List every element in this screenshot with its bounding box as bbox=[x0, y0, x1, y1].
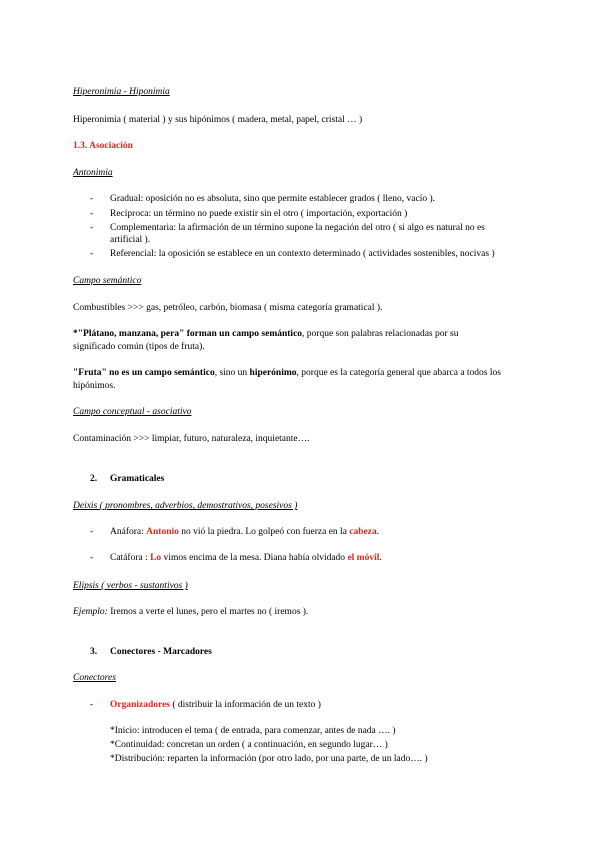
elipsis-heading: Elipsis ( verbos - sustantivos ) bbox=[73, 581, 188, 591]
campo-conceptual-heading: Campo conceptual - asociativo bbox=[73, 407, 192, 417]
bullet-dash: - bbox=[90, 249, 94, 259]
conectores-heading: Conectores bbox=[73, 673, 116, 683]
platano-bold: *"Plátano, manzana, pera" forman un campo semántico bbox=[73, 329, 303, 339]
anafora-red-1: Antonio bbox=[146, 527, 179, 537]
antonimia-item: Gradual: oposición no es absoluta, sino que permite establecer grados ( lleno, vacío ). bbox=[110, 194, 436, 204]
organizadores-text: ( distribuir la información de un texto ) bbox=[170, 700, 321, 710]
antonimia-item: Complementaria: la afirmación de un término supone la negación del otro ( si algo es natural no es bbox=[110, 223, 485, 233]
ejemplo-label: Ejemplo: bbox=[73, 607, 108, 617]
anafora-item bbox=[110, 526, 379, 538]
deixis-heading: Deixis ( pronombres, adverbios, demostrativos, posesivos ) bbox=[73, 501, 298, 511]
catafora-mid: vimos encima de la mesa. Diana había olvidado bbox=[161, 553, 348, 563]
ejemplo-text: Iremos a verte el lunes, pero el martes no ( iremos ). bbox=[107, 607, 309, 617]
organizadores-item bbox=[110, 699, 321, 711]
contaminacion-text: Contaminación >>> limpiar, futuro, naturaleza, inquietante…. bbox=[73, 434, 310, 444]
fruta-hiperonimo: hiperónimo bbox=[249, 368, 297, 378]
catafora-red-1: Lo bbox=[150, 553, 162, 563]
conectores-number: 3. bbox=[90, 647, 98, 657]
catafora-item bbox=[110, 552, 382, 564]
antonimia-item-continued: artificial ). bbox=[110, 235, 151, 245]
fruta-rest: , porque es la categoría general que abarca a todos los bbox=[296, 368, 501, 378]
platano-line2: significado común (tipos de fruta). bbox=[73, 342, 205, 352]
bullet-dash: - bbox=[90, 209, 94, 219]
anafora-red-2: cabeza bbox=[349, 527, 377, 537]
bullet-dash: - bbox=[90, 194, 94, 204]
catafora-label: Catáfora : bbox=[110, 553, 151, 563]
fruta-line2: hipónimos. bbox=[73, 381, 116, 391]
bullet-dash: - bbox=[90, 700, 94, 710]
antonimia-item: Referencial: la oposición se establece en un contexto determinado ( actividades sostenibles, nocivas ) bbox=[110, 249, 495, 259]
campo-semantico-heading: Campo semántico bbox=[73, 276, 142, 286]
bullet-dash: - bbox=[90, 553, 94, 563]
fruta-bold: "Fruta" no es un campo semántico bbox=[73, 368, 215, 378]
inicio-text: *Inicio: introducen el tema ( de entrada, para comenzar, antes de nada …. ) bbox=[110, 726, 396, 736]
distribucion-text: *Distribución: reparten la información (por otro lado, por una parte, de un lado…. ) bbox=[110, 754, 428, 764]
ejemplo-paragraph bbox=[73, 606, 308, 618]
anafora-end: . bbox=[376, 527, 380, 537]
conectores-marcadores-heading: Conectores - Marcadores bbox=[110, 647, 212, 657]
fruta-mid: , sino un bbox=[214, 368, 250, 378]
antonimia-item: Recíproca: un término no puede existir sin el otro ( importación, exportación ) bbox=[110, 209, 408, 219]
bullet-dash: - bbox=[90, 527, 94, 537]
hiperonimia-text: Hiperonimia ( material ) y sus hipónimos ( madera, metal, papel, cristal … ) bbox=[73, 115, 363, 125]
anafora-mid: no vió la piedra. Lo golpeó con fuerza en la bbox=[178, 527, 350, 537]
combustibles-text: Combustibles >>> gas, petróleo, carbón, biomasa ( misma categoría gramatical ). bbox=[73, 303, 383, 313]
catafora-end: . bbox=[379, 553, 382, 563]
asociacion-heading: 1.3. Asociación bbox=[73, 141, 133, 151]
fruta-paragraph bbox=[73, 367, 501, 379]
hiperonimia-heading: Hiperonimia - Hiponimia bbox=[73, 87, 170, 97]
continuidad-text: *Continuidad: concretan un orden ( a continuación, en segundo lugar… ) bbox=[110, 740, 388, 750]
platano-paragraph bbox=[73, 328, 458, 340]
gramaticales-number: 2. bbox=[90, 474, 98, 484]
platano-rest: , porque son palabras relacionadas por su bbox=[302, 329, 459, 339]
organizadores-label: Organizadores bbox=[110, 700, 170, 710]
catafora-red-2: el móvil bbox=[347, 553, 380, 563]
anafora-label: Anáfora: bbox=[110, 527, 147, 537]
bullet-dash: - bbox=[90, 223, 94, 233]
gramaticales-heading: Gramaticales bbox=[110, 474, 165, 484]
antonimia-heading: Antonimia bbox=[73, 168, 113, 178]
